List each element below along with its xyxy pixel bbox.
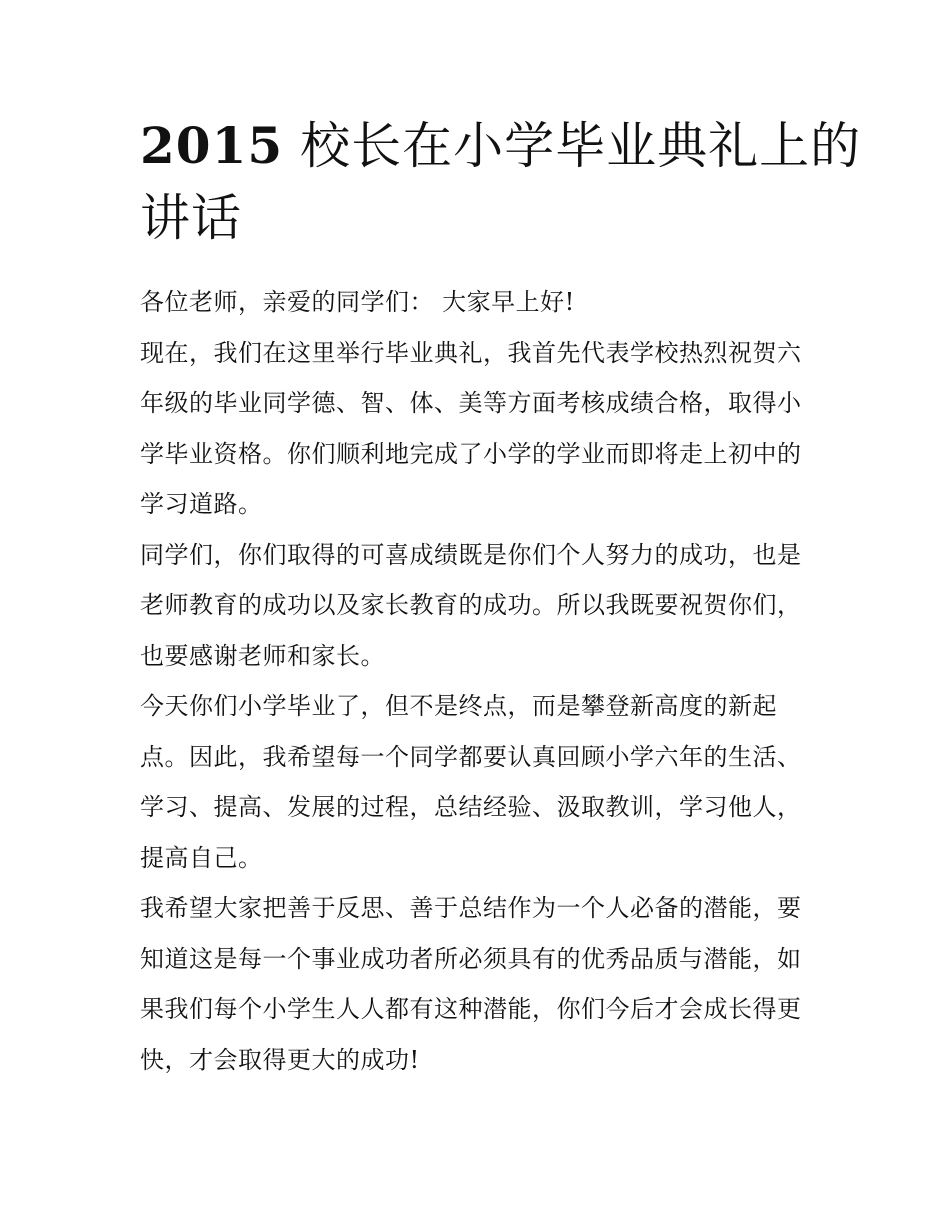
paragraph-line: 果我们每个小学生人人都有这种潜能，你们今后才会成长得更 — [140, 995, 802, 1023]
paragraph-line: 提高自己。 — [140, 843, 263, 872]
paragraph-new-start — [140, 681, 820, 883]
paragraph-greeting — [140, 277, 820, 328]
title-line-2: 讲话 — [140, 189, 242, 247]
paragraph-line: 知道这是每一个事业成功者所必须具有的优秀品质与潜能，如 — [140, 944, 802, 973]
document-body — [140, 277, 820, 1085]
paragraph-line: 也要感谢老师和家长。 — [140, 641, 385, 670]
paragraph-hope — [140, 883, 820, 1085]
paragraph-line: 快，才会取得更大的成功! — [140, 1045, 420, 1074]
paragraph-line: 同学们，你们取得的可喜成绩既是你们个人努力的成功，也是 — [140, 540, 802, 569]
paragraph-line: 各位老师，亲爱的同学们： 大家早上好! — [140, 288, 575, 316]
title-year: 2015 — [140, 116, 284, 175]
paragraph-line: 年级的毕业同学德、智、体、美等方面考核成绩合格，取得小 — [140, 389, 802, 417]
title-line-1-text: 校长在小学毕业典礼上的 — [283, 117, 862, 175]
paragraph-line: 点。因此，我希望每一个同学都要认真回顾小学六年的生活、 — [140, 742, 802, 771]
paragraph-congratulations — [140, 328, 820, 530]
paragraph-line: 学习道路。 — [140, 490, 263, 518]
paragraph-line: 老师教育的成功以及家长教育的成功。所以我既要祝贺你们， — [140, 591, 802, 619]
paragraph-thanks — [140, 530, 820, 682]
paragraph-line: 学毕业资格。你们顺利地完成了小学的学业而即将走上初中的 — [140, 439, 802, 468]
paragraph-line: 我希望大家把善于反思、善于总结作为一个人必备的潜能，要 — [140, 894, 802, 922]
paragraph-line: 学习、提高、发展的过程，总结经验、汲取教训，学习他人， — [140, 793, 802, 821]
document-title — [140, 110, 862, 254]
paragraph-line: 今天你们小学毕业了，但不是终点，而是攀登新高度的新起 — [140, 692, 777, 720]
title-line-1 — [140, 110, 862, 182]
paragraph-line: 现在，我们在这里举行毕业典礼，我首先代表学校热烈祝贺六 — [140, 338, 802, 367]
